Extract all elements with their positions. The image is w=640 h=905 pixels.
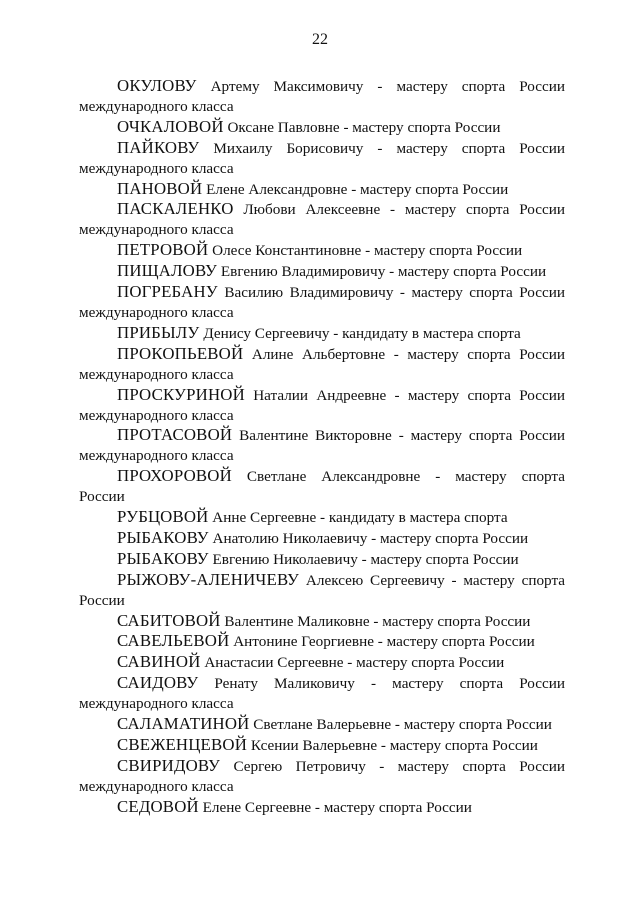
list-item	[79, 631, 565, 652]
recipient-details: Евгению Владимировичу - мастеру спорта России	[220, 263, 547, 281]
list-item	[79, 344, 565, 385]
list-item	[79, 797, 565, 818]
recipient-details: Василию Владимировичу - мастеру спорта России	[224, 284, 565, 302]
list-item	[79, 570, 565, 611]
recipient-details: Олесе Константиновне - мастеру спорта России	[212, 242, 523, 260]
recipient-details: Евгению Николаевичу - мастеру спорта России	[212, 550, 519, 568]
recipient-surname: САИДОВУ	[117, 673, 199, 693]
recipient-surname: ПРОТАСОВОЙ	[117, 425, 233, 445]
list-item	[79, 282, 565, 323]
recipient-surname: ПАЙКОВУ	[117, 137, 200, 157]
entry-first-line	[117, 716, 552, 733]
recipient-surname: ПИЩАЛОВУ	[117, 261, 218, 281]
entry-first-line	[117, 633, 535, 650]
entry-first-line	[117, 384, 565, 404]
entry-first-line	[117, 509, 508, 526]
recipient-details: Анатолию Николаевичу - мастеру спорта России	[212, 529, 529, 547]
recipient-surname: СВИРИДОВУ	[117, 755, 221, 775]
award-title-continuation: международного класса	[79, 447, 234, 465]
recipient-surname: ПАНОВОЙ	[117, 178, 203, 198]
list-item	[79, 425, 565, 466]
list-item	[79, 179, 565, 200]
recipient-surname: РЫБАКОВУ	[117, 548, 209, 568]
recipient-details: Артему Максимовичу - мастеру спорта России	[210, 78, 566, 95]
entry-first-line	[117, 343, 566, 363]
award-title-continuation: России	[79, 591, 125, 609]
recipient-details: Антонине Георгиевне - мастеру спорта России	[233, 633, 535, 651]
entry-first-line	[117, 178, 509, 198]
entry-first-line	[117, 201, 565, 218]
recipient-details: Светлане Валерьевне - мастеру спорта России	[253, 716, 552, 734]
entry-first-line	[117, 116, 501, 136]
recipient-surname: САВЕЛЬЕВОЙ	[117, 631, 230, 651]
award-title-continuation: международного класса	[79, 406, 234, 424]
recipient-details: Елене Александровне - мастеру спорта России	[206, 180, 509, 198]
recipient-surname: ПРОКОПЬЕВОЙ	[117, 343, 244, 363]
recipient-details: Ксении Валерьевне - мастеру спорта России	[250, 737, 538, 754]
recipient-surname: ПЕТРОВОЙ	[117, 240, 209, 260]
list-item	[79, 240, 565, 261]
award-list	[79, 76, 565, 818]
list-item	[79, 466, 565, 507]
list-item	[79, 385, 565, 426]
list-item	[79, 735, 565, 756]
list-item	[79, 549, 565, 570]
list-item	[79, 611, 565, 632]
entry-first-line	[117, 242, 522, 259]
award-title-continuation: международного класса	[79, 777, 234, 795]
list-item	[79, 756, 565, 797]
entry-first-line	[117, 548, 519, 568]
entry-first-line	[117, 610, 531, 630]
entry-first-line	[117, 137, 566, 157]
entry-first-line	[117, 675, 565, 692]
recipient-details: Анастасии Сергеевне - мастеру спорта России	[204, 654, 505, 672]
list-item	[79, 528, 565, 549]
recipient-surname: ПРОХОРОВОЙ	[117, 466, 232, 486]
recipient-surname: РЫБАКОВУ	[117, 527, 209, 547]
recipient-surname: СВЕЖЕНЦЕВОЙ	[117, 735, 248, 754]
entry-first-line	[117, 654, 504, 671]
list-item	[79, 76, 565, 117]
list-item	[79, 714, 565, 735]
award-title-continuation: международного класса	[79, 221, 234, 239]
recipient-surname: СЕДОВОЙ	[117, 796, 199, 816]
list-item	[79, 652, 565, 673]
award-title-continuation: международного класса	[79, 365, 234, 383]
recipient-surname: ОЧКАЛОВОЙ	[117, 116, 224, 136]
entry-first-line	[117, 284, 565, 301]
recipient-surname: ПОГРЕБАНУ	[117, 282, 218, 302]
recipient-details: Алексею Сергеевичу - мастеру спорта	[305, 571, 566, 589]
award-title-continuation: международного класса	[79, 159, 234, 177]
list-item	[79, 507, 565, 528]
entry-first-line	[117, 322, 521, 342]
award-title-continuation: международного класса	[79, 695, 234, 713]
entry-first-line	[117, 569, 566, 589]
recipient-details: Валентине Маликовне - мастеру спорта России	[224, 612, 531, 630]
recipient-details: Любови Алексеевне - мастеру спорта России	[243, 201, 565, 219]
page-number: 22	[312, 31, 328, 48]
recipient-details: Денису Сергеевичу - кандидату в мастера спорта	[203, 324, 521, 342]
recipient-details: Валентине Викторовне - мастеру спорта России	[239, 427, 566, 445]
entry-first-line	[117, 737, 538, 754]
list-item	[79, 261, 565, 282]
recipient-surname: САВИНОЙ	[117, 652, 201, 672]
list-item	[79, 138, 565, 179]
recipient-details: Ренату Маликовичу - мастеру спорта России	[214, 675, 566, 693]
award-title-continuation: международного класса	[79, 303, 234, 321]
list-item	[79, 673, 565, 714]
entry-first-line	[117, 263, 546, 280]
entry-first-line	[117, 468, 565, 485]
award-title-continuation: России	[79, 488, 125, 506]
recipient-details: Елене Сергеевне - мастеру спорта России	[202, 798, 472, 816]
entry-first-line	[117, 78, 565, 95]
entry-first-line	[117, 796, 472, 816]
recipient-details: Наталии Андреевне - мастеру спорта России	[253, 386, 565, 404]
recipient-details: Алине Альбертовне - мастеру спорта России	[251, 345, 566, 363]
entry-first-line	[117, 527, 529, 547]
recipient-surname: РЫЖОВУ-АЛЕНИЧЕВУ	[117, 569, 300, 589]
recipient-surname: ПРИБЫЛУ	[117, 322, 200, 342]
recipient-surname: ПРОСКУРИНОЙ	[117, 384, 245, 404]
recipient-surname: РУБЦОВОЙ	[117, 507, 209, 527]
list-item	[79, 117, 565, 138]
recipient-surname: САЛАМАТИНОЙ	[117, 714, 250, 734]
recipient-details: Светлане Александровне - мастеру спорта	[246, 468, 565, 486]
recipient-surname: САБИТОВОЙ	[117, 610, 221, 630]
recipient-details: Оксане Павловне - мастеру спорта России	[227, 118, 501, 136]
recipient-details: Анне Сергеевне - кандидату в мастера спорта	[212, 509, 508, 527]
recipient-details: Михаилу Борисовичу - мастеру спорта России	[213, 139, 566, 157]
recipient-surname: ОКУЛОВУ	[117, 76, 197, 95]
list-item	[79, 323, 565, 344]
entry-first-line	[117, 755, 566, 775]
recipient-details: Сергею Петровичу - мастеру спорта России	[233, 757, 566, 775]
recipient-surname: ПАСКАЛЕНКО	[117, 199, 234, 219]
award-title-continuation: международного класса	[79, 97, 234, 115]
entry-first-line	[117, 427, 565, 444]
list-item	[79, 199, 565, 240]
